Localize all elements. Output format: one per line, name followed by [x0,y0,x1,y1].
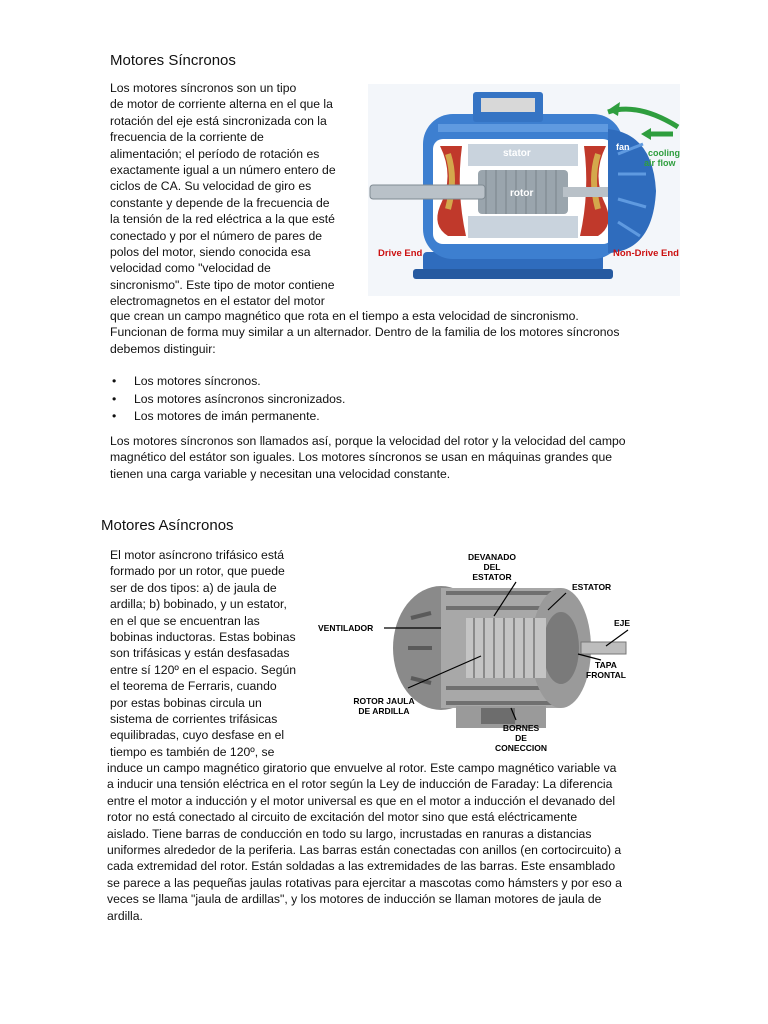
text-line: magnético del estátor son iguales. Los motores síncronos se usan en máquinas grandes que [110,450,613,465]
text-line: ardilla; b) bobinado, y un estator, [110,597,287,612]
text-line: electromagnetos en el estator del motor [110,294,325,309]
label-eje: EJE [614,618,631,628]
text-line: veces se llama "jaula de ardillas", y los motores de inducción se llaman motores de jaula de [107,892,602,907]
stator-core-bottom [468,216,578,238]
text-line: debemos distinguir: [110,341,216,356]
text-line: conectado y por el número de pares de [110,228,323,243]
label-rotor-jaula: ROTOR JAULA [353,696,415,706]
rotor-bars [474,618,534,678]
text-line: cada extremidad del rotor. Están soldadas a las extremidades de las barras. Este ensamblado [107,859,616,874]
text-line: por estas bobinas circula un [110,695,262,710]
text-line: induce un campo magnético giratorio que envuelve al rotor. Este campo magnético variable va [107,761,617,775]
motor-shaft [581,642,626,654]
label-air-flow: air flow [644,158,676,168]
text-line: Funcionan de forma muy similar a un alternador. Dentro de la familia de los motores síncronos [110,325,620,340]
text-line: ardilla. [107,908,143,923]
label-fan: fan [616,142,630,152]
text-line: uniformes alrededor de la periferia. Las barras están conectadas con anillos (en cortocircuito) a [107,843,622,858]
text-line: frecuencia de la corriente de [110,130,264,145]
front-cover-inner [543,612,579,684]
text-line: equilibradas, cuyo desfase en el [110,728,285,743]
list-item-text: Los motores asíncronos sincronizados. [134,391,346,406]
paragraph-asincronos-intro [110,547,296,760]
list-item-text: Los motores de imán permanente. [134,409,320,423]
paragraph-sincronos-closing [110,433,626,482]
label-conexion: CONECCION [495,743,547,753]
terminal-box [481,708,515,724]
text-line: formado por un rotor, que puede [110,564,285,579]
text-line: el teorema de Ferraris, cuando [110,679,277,694]
section-title-sincronos: Motores Síncronos [110,52,236,69]
list-item [112,391,345,409]
label-devanado: DEVANADO [467,552,517,562]
text-line: rotación del eje está sincronizada con la [110,113,327,128]
label-stator: stator [503,148,531,159]
text-line: entre sí 120º en el espacio. Según [110,662,297,677]
asynchronous-motor-illustration [316,548,636,760]
section-title-asincronos: Motores Asíncronos [101,517,234,534]
label-devanado-del: DEL [483,562,501,572]
text-line: de motor de corriente alterna en el que la [110,97,333,112]
paragraph-sincronos-intro [110,80,336,310]
text-line: constante y depende de la frecuencia de [110,195,330,210]
text-line: a inducir una tensión eléctrica en el rotor según la Ley de inducción de Faraday: La diferencia [107,777,613,792]
label-frontal: FRONTAL [586,670,626,680]
text-line: tiempo es también de 120º, se [110,744,275,759]
text-line: sincronismo". Este tipo de motor contiene [110,277,335,292]
text-line: Los motores síncronos son llamados así, porque la velocidad del rotor y la velocidad del campo [110,434,626,448]
text-line: que crean un campo magnético que rota en el tiempo a esta velocidad de sincronismo. [110,309,579,323]
label-bornes: BORNES [502,723,540,733]
terminal-strip [481,98,535,112]
text-line: son trifásicas y están desfasadas [110,646,290,661]
bullet-icon: • [112,391,117,406]
text-line: tienen una carga variable y necesitan una velocidad constante. [110,466,451,481]
text-line: rotor no está conectado al circuito de excitación del motor sino que está eléctricamente [107,810,578,825]
list-item [112,373,345,391]
text-line: Los motores síncronos son un tipo [110,81,297,95]
label-rotor-ardilla: DE ARDILLA [358,706,410,716]
text-line: bobinas inductoras. Estas bobinas [110,630,296,645]
label-ventilador: VENTILADOR [318,623,374,633]
synchronous-motor-illustration [368,84,680,296]
motor-shaft [370,185,485,199]
label-rotor: rotor [510,188,534,199]
text-line: velocidad como "velocidad de [110,261,271,276]
text-line: en el que se encuentran las [110,613,260,628]
text-line: sistema de corrientes trifásicas [110,712,278,727]
text-line: alimentación; el período de rotación es [110,146,320,161]
label-tapa: TAPA [595,660,617,670]
label-bornes-de: DE [515,733,527,743]
text-line: ciclos de CA. Su velocidad de giro es [110,179,312,194]
bullet-icon: • [112,409,117,423]
paragraph-sincronos-continued [110,308,619,357]
text-line: El motor asíncrono trifásico está [110,548,285,562]
list-item-text: Los motores síncronos. [134,374,261,388]
label-non-drive-end: Non-Drive End [613,248,679,259]
text-line: se parece a las pequeñas jaulas rotativas para ejercitar a mascotas como hámsters y por eso a [107,875,622,890]
list-item [112,408,345,426]
label-estator: ESTATOR [572,582,612,592]
text-line: la tensión de la red eléctrica a la que esté [110,212,335,227]
label-drive-end: Drive End [378,248,423,259]
label-cooling: cooling [648,148,680,158]
bullet-icon: • [112,374,117,388]
motor-feet [413,269,613,279]
label-devanado-estator: ESTATOR [472,572,512,582]
text-line: polos del motor, siendo conocida esa [110,245,311,260]
text-line: entre el motor a inducción y el motor universal es que en el motor a inducción el devanado del [107,793,616,808]
bullet-list-motor-types [112,373,345,426]
text-line: ser de dos tipos: a) de jaula de [110,580,277,595]
text-line: exactamente igual a un número entero de [110,163,336,178]
text-line: aislado. Tiene barras de conducción en todo su largo, incrustadas en ranuras a distancias [107,826,592,841]
paragraph-asincronos-continued [107,760,622,924]
